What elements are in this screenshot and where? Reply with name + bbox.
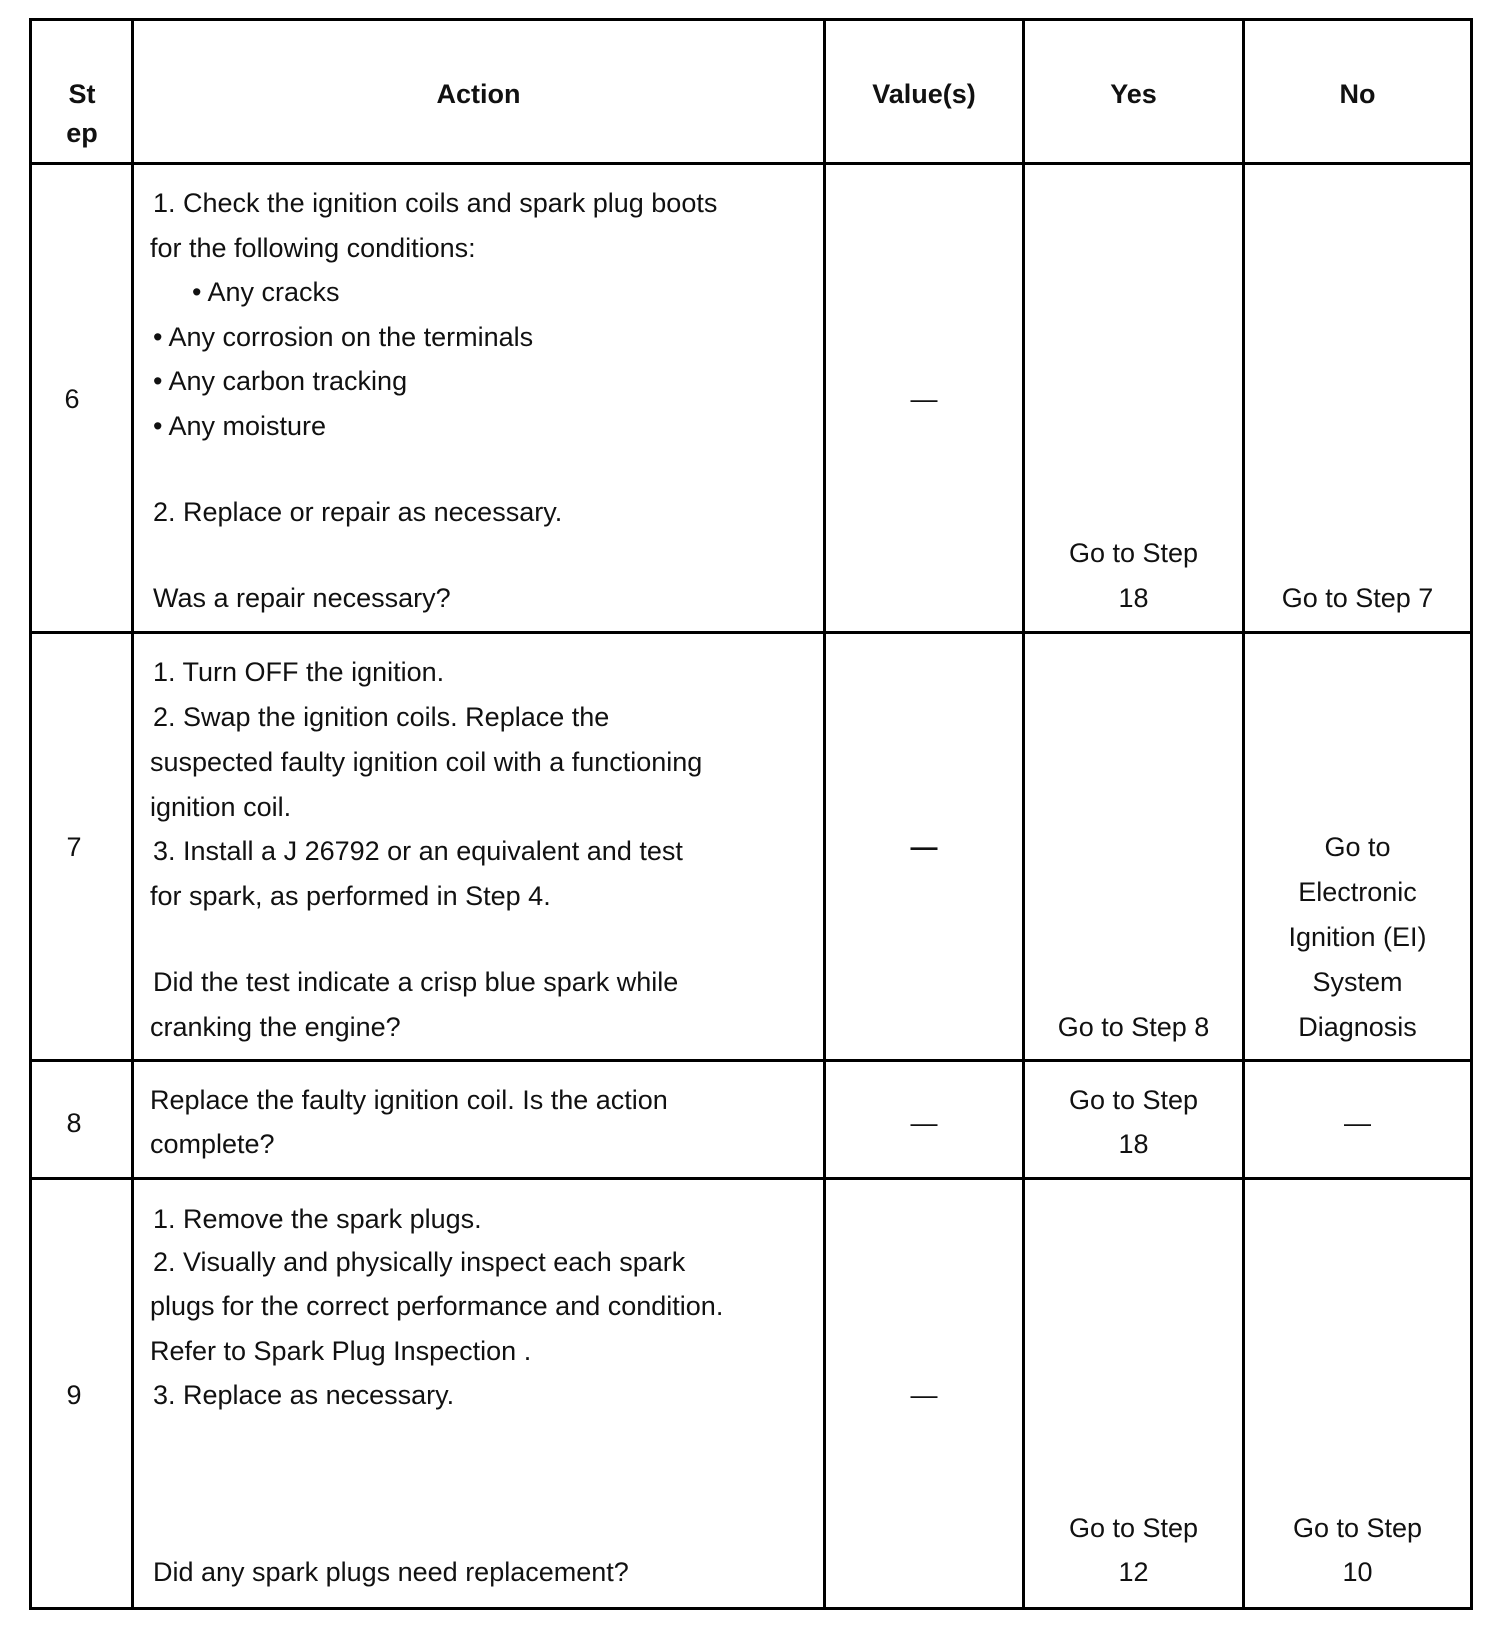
table-border-bottom xyxy=(30,1607,1473,1610)
yes-line: 18 xyxy=(1118,1129,1149,1159)
row-divider xyxy=(30,1177,1473,1180)
step-number: 7 xyxy=(66,832,82,862)
table-border-right xyxy=(1470,18,1473,1610)
action-question: Did any spark plugs need replacement? xyxy=(153,1557,629,1587)
yes-line: Go to Step xyxy=(1068,1513,1199,1543)
no-line: Go to xyxy=(1324,832,1391,862)
header-yes: Yes xyxy=(1110,79,1157,109)
no-line: System xyxy=(1312,967,1403,997)
no-line: Electronic xyxy=(1298,877,1417,907)
action-line: ignition coil. xyxy=(150,792,292,822)
column-divider xyxy=(131,18,134,1610)
action-question: Was a repair necessary? xyxy=(153,583,451,613)
action-line: 2. Visually and physically inspect each spark xyxy=(153,1247,686,1277)
header-action: Action xyxy=(436,79,521,109)
row-divider xyxy=(30,1059,1473,1062)
no-line: Ignition (EI) xyxy=(1288,922,1427,952)
action-bullet: • Any corrosion on the terminals xyxy=(153,322,534,352)
value-dash: — xyxy=(910,384,938,414)
action-line: 1. Check the ignition coils and spark plug boots xyxy=(153,188,718,218)
step-number: 9 xyxy=(66,1380,82,1410)
header-step-line1: St xyxy=(68,79,96,109)
column-divider xyxy=(1022,18,1025,1610)
action-line: for spark, as performed in Step 4. xyxy=(150,881,551,911)
column-divider xyxy=(1242,18,1245,1610)
table-border-left xyxy=(29,18,32,1610)
no-line: Go to Step xyxy=(1292,1513,1423,1543)
value-dash: — xyxy=(910,1108,938,1138)
column-divider xyxy=(823,18,826,1610)
action-line: for the following conditions: xyxy=(150,233,476,263)
no-line: Diagnosis xyxy=(1298,1012,1417,1042)
table-border-top xyxy=(30,18,1473,21)
action-line: 2. Swap the ignition coils. Replace the xyxy=(153,702,610,732)
action-line: 3. Install a J 26792 or an equivalent and test xyxy=(153,836,683,866)
header-values: Value(s) xyxy=(872,79,976,109)
action-line: 1. Turn OFF the ignition. xyxy=(153,657,445,687)
action-line: 2. Replace or repair as necessary. xyxy=(153,497,563,527)
no-line: 10 xyxy=(1342,1557,1373,1587)
yes-line: Go to Step xyxy=(1068,538,1199,568)
yes-line: 18 xyxy=(1118,583,1149,613)
action-line: Refer to Spark Plug Inspection . xyxy=(150,1336,532,1366)
header-no: No xyxy=(1339,79,1376,109)
row-divider xyxy=(30,631,1473,634)
action-bullet: • Any cracks xyxy=(192,277,340,307)
yes-line: 12 xyxy=(1118,1557,1149,1587)
action-bullet: • Any carbon tracking xyxy=(153,366,408,396)
step-number: 6 xyxy=(64,384,80,414)
header-step-line2: ep xyxy=(66,118,98,148)
no-dash: — xyxy=(1344,1108,1371,1138)
value-dash: — xyxy=(910,1380,938,1410)
action-line: 3. Replace as necessary. xyxy=(153,1380,455,1410)
value-dash: — xyxy=(910,832,938,862)
action-line: 1. Remove the spark plugs. xyxy=(153,1204,482,1234)
action-line: complete? xyxy=(150,1129,275,1159)
action-question: Did the test indicate a crisp blue spark while xyxy=(153,967,679,997)
row-divider xyxy=(30,162,1473,165)
yes-line: Go to Step 8 xyxy=(1057,1012,1210,1042)
action-bullet: • Any moisture xyxy=(153,411,327,441)
yes-line: Go to Step xyxy=(1068,1085,1199,1115)
action-line: plugs for the correct performance and condition. xyxy=(150,1291,724,1321)
action-line: Replace the faulty ignition coil. Is the action xyxy=(150,1085,668,1115)
action-line: suspected faulty ignition coil with a functioning xyxy=(150,747,703,777)
action-question: cranking the engine? xyxy=(150,1012,401,1042)
step-number: 8 xyxy=(66,1108,82,1138)
no-line: Go to Step 7 xyxy=(1281,583,1434,613)
